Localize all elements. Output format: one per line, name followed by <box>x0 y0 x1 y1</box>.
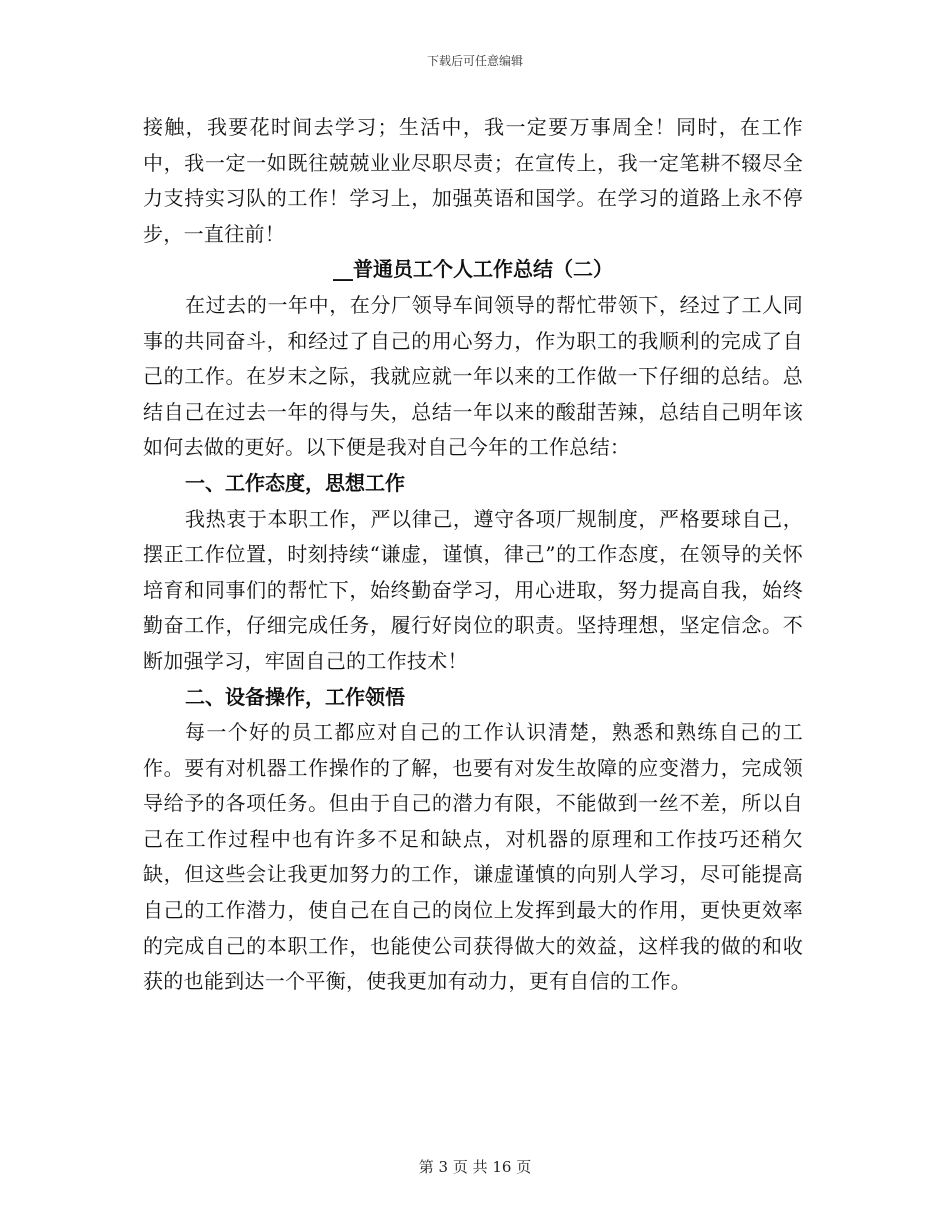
section-heading-2: 二、设备操作，工作领悟 <box>185 684 405 709</box>
page-footer: 第 3 页 共 16 页 <box>418 1158 532 1176</box>
section-paragraph-2: 每一个好的员工都应对自己的工作认识清楚，熟悉和熟练自己的工作。要有对机器工作操作的了解，也要有对发生故障的应变潜力，完成领导给予的各项任务。但由于自己的潜力有限，不能做到一丝不差，所以自己在工作过程中也有许多不足和缺点，对机器的原理和工作技巧还稍欠缺，但这些会让我更加努力的工作，谦虚谨慎的向别人学习，尽可能提高自己的工作潜力，使自己在自己的岗位上发挥到最大的作用，更快更效率的完成自己的本职工作，也能使公司获得做大的效益，这样我的做的和收获的也能到达一个平衡，使我更加有动力，更有自信的工作。 <box>143 720 803 994</box>
header-note: 下载后可任意编辑 <box>426 54 523 68</box>
document-body <box>143 110 803 1000</box>
intro-paragraph: 在过去的一年中，在分厂领导车间领导的帮忙带领下，经过了工人同事的共同奋斗，和经过了自己的用心努力，作为职工的我顺利的完成了自己的工作。在岁末之际，我就应就一年以来的工作做一下仔细的总结。总结自己在过去一年的得与失，总结一年以来的酸甜苦辣，总结自己明年该如何去做的更好。以下便是我对自己今年的工作总结： <box>143 292 803 460</box>
section-paragraph-1: 我热衷于本职工作，严以律己，遵守各项厂规制度，严格要球自己，摆正工作位置，时刻持续“谦虚，谨慎，律己”的工作态度，在领导的关怀培育和同事们的帮忙下，始终勤奋学习，用心进取，努力提高自我，始终勤奋工作，仔细完成任务，履行好岗位的职责。坚持理想，坚定信念。不断加强学习，牢固自己的工作技术！ <box>143 506 803 673</box>
document-title: __普通员工个人工作总结（二） <box>333 257 613 282</box>
continued-paragraph: 接触，我要花时间去学习；生活中，我一定要万事周全！同时，在工作中，我一定一如既往兢兢业业尽职尽责；在宣传上，我一定笔耕不辍尽全力支持实习队的工作！学习上，加强英语和国学。在学习的道路上永不停步，一直往前！ <box>143 115 803 246</box>
section-heading-1: 一、工作态度，思想工作 <box>185 470 405 495</box>
